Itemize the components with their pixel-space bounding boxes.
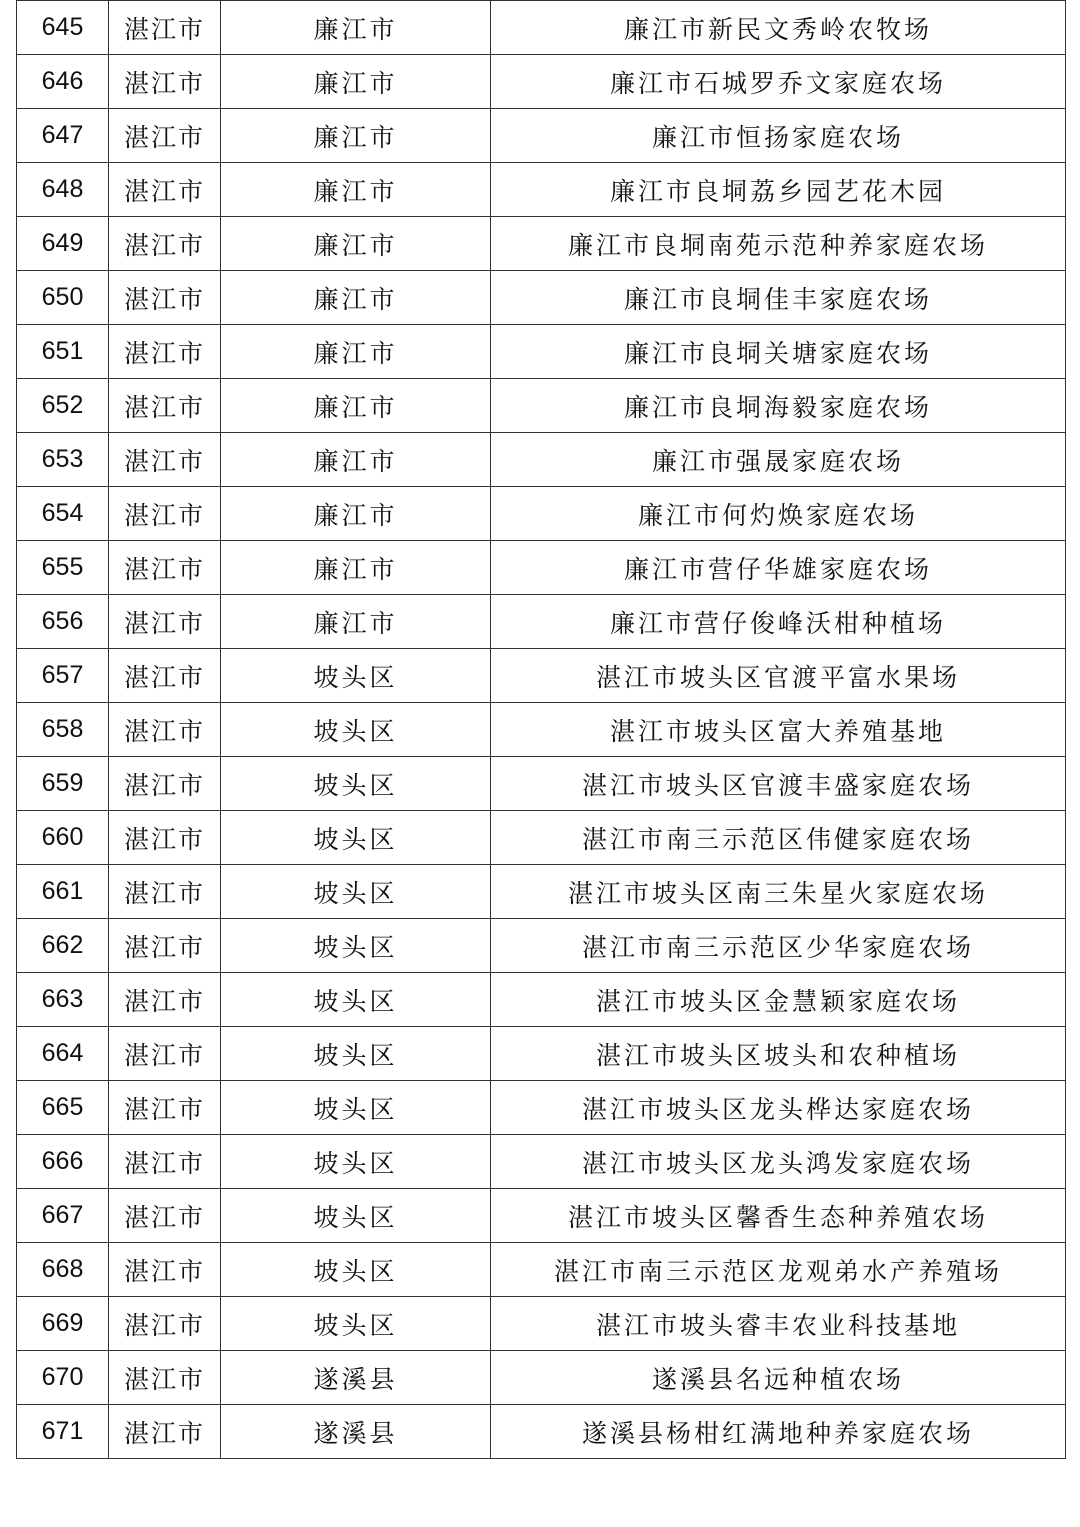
table-row: [17, 757, 1066, 811]
row-number-cell: 657: [17, 649, 109, 703]
city-cell: 湛江市: [109, 1189, 221, 1243]
table-row: [17, 1405, 1066, 1459]
farm-name-cell: 遂溪县名远种植农场: [491, 1351, 1066, 1405]
city-cell: 湛江市: [109, 1297, 221, 1351]
county-cell: 廉江市: [221, 379, 491, 433]
row-number-cell: 651: [17, 325, 109, 379]
county-cell: 廉江市: [221, 1, 491, 55]
farm-name-cell: 湛江市坡头区富大养殖基地: [491, 703, 1066, 757]
table-row: [17, 379, 1066, 433]
county-cell: 坡头区: [221, 1243, 491, 1297]
farm-name-cell: 湛江市坡头区坡头和农种植场: [491, 1027, 1066, 1081]
table-row: [17, 1135, 1066, 1189]
county-cell: 廉江市: [221, 163, 491, 217]
farm-name-cell: 湛江市南三示范区龙观弟水产养殖场: [491, 1243, 1066, 1297]
farm-name-cell: 湛江市坡头区龙头鸿发家庭农场: [491, 1135, 1066, 1189]
farm-name-cell: 遂溪县杨柑红满地种养家庭农场: [491, 1405, 1066, 1459]
county-cell: 坡头区: [221, 973, 491, 1027]
row-number-cell: 665: [17, 1081, 109, 1135]
city-cell: 湛江市: [109, 919, 221, 973]
farm-name-cell: 湛江市坡头区官渡平富水果场: [491, 649, 1066, 703]
county-cell: 廉江市: [221, 487, 491, 541]
table-row: [17, 595, 1066, 649]
city-cell: 湛江市: [109, 1, 221, 55]
farm-name-cell: 湛江市坡头区馨香生态种养殖农场: [491, 1189, 1066, 1243]
city-cell: 湛江市: [109, 1351, 221, 1405]
county-cell: 廉江市: [221, 433, 491, 487]
table-row: [17, 55, 1066, 109]
farm-name-cell: 廉江市何灼焕家庭农场: [491, 487, 1066, 541]
county-cell: 廉江市: [221, 325, 491, 379]
city-cell: 湛江市: [109, 487, 221, 541]
row-number-cell: 662: [17, 919, 109, 973]
city-cell: 湛江市: [109, 757, 221, 811]
city-cell: 湛江市: [109, 649, 221, 703]
row-number-cell: 667: [17, 1189, 109, 1243]
city-cell: 湛江市: [109, 595, 221, 649]
county-cell: 廉江市: [221, 55, 491, 109]
row-number-cell: 653: [17, 433, 109, 487]
row-number-cell: 650: [17, 271, 109, 325]
farm-name-cell: 湛江市坡头区官渡丰盛家庭农场: [491, 757, 1066, 811]
county-cell: 遂溪县: [221, 1351, 491, 1405]
table-row: [17, 217, 1066, 271]
city-cell: 湛江市: [109, 811, 221, 865]
table-row: [17, 1297, 1066, 1351]
farm-name-cell: 廉江市良垌海毅家庭农场: [491, 379, 1066, 433]
table-row: [17, 271, 1066, 325]
row-number-cell: 670: [17, 1351, 109, 1405]
row-number-cell: 658: [17, 703, 109, 757]
county-cell: 坡头区: [221, 1081, 491, 1135]
row-number-cell: 655: [17, 541, 109, 595]
row-number-cell: 666: [17, 1135, 109, 1189]
row-number-cell: 647: [17, 109, 109, 163]
county-cell: 坡头区: [221, 1135, 491, 1189]
table-row: [17, 1027, 1066, 1081]
row-number-cell: 646: [17, 55, 109, 109]
county-cell: 坡头区: [221, 703, 491, 757]
farm-name-cell: 湛江市南三示范区伟健家庭农场: [491, 811, 1066, 865]
row-number-cell: 660: [17, 811, 109, 865]
city-cell: 湛江市: [109, 1027, 221, 1081]
farm-name-cell: 廉江市新民文秀岭农牧场: [491, 1, 1066, 55]
table-row: [17, 325, 1066, 379]
county-cell: 坡头区: [221, 1027, 491, 1081]
city-cell: 湛江市: [109, 379, 221, 433]
row-number-cell: 664: [17, 1027, 109, 1081]
city-cell: 湛江市: [109, 163, 221, 217]
row-number-cell: 671: [17, 1405, 109, 1459]
city-cell: 湛江市: [109, 271, 221, 325]
table-row: [17, 649, 1066, 703]
city-cell: 湛江市: [109, 109, 221, 163]
county-cell: 坡头区: [221, 1297, 491, 1351]
farm-list-body: [17, 1, 1066, 1459]
county-cell: 坡头区: [221, 757, 491, 811]
city-cell: 湛江市: [109, 541, 221, 595]
county-cell: 廉江市: [221, 217, 491, 271]
farm-name-cell: 湛江市坡头区南三朱星火家庭农场: [491, 865, 1066, 919]
row-number-cell: 656: [17, 595, 109, 649]
table-row: [17, 1081, 1066, 1135]
city-cell: 湛江市: [109, 703, 221, 757]
table-row: [17, 1243, 1066, 1297]
farm-name-cell: 廉江市营仔俊峰沃柑种植场: [491, 595, 1066, 649]
table-row: [17, 433, 1066, 487]
row-number-cell: 668: [17, 1243, 109, 1297]
farm-name-cell: 廉江市良垌荔乡园艺花木园: [491, 163, 1066, 217]
table-row: [17, 541, 1066, 595]
table-row: [17, 109, 1066, 163]
farm-name-cell: 廉江市良垌关塘家庭农场: [491, 325, 1066, 379]
city-cell: 湛江市: [109, 1405, 221, 1459]
county-cell: 廉江市: [221, 271, 491, 325]
city-cell: 湛江市: [109, 217, 221, 271]
farm-name-cell: 廉江市营仔华雄家庭农场: [491, 541, 1066, 595]
city-cell: 湛江市: [109, 1081, 221, 1135]
farm-name-cell: 湛江市坡头区龙头桦达家庭农场: [491, 1081, 1066, 1135]
row-number-cell: 654: [17, 487, 109, 541]
row-number-cell: 659: [17, 757, 109, 811]
city-cell: 湛江市: [109, 325, 221, 379]
table-row: [17, 487, 1066, 541]
row-number-cell: 661: [17, 865, 109, 919]
row-number-cell: 663: [17, 973, 109, 1027]
county-cell: 廉江市: [221, 109, 491, 163]
county-cell: 坡头区: [221, 1189, 491, 1243]
table-row: [17, 1351, 1066, 1405]
row-number-cell: 649: [17, 217, 109, 271]
table-row: [17, 1189, 1066, 1243]
farm-list-table: [16, 0, 1066, 1459]
county-cell: 坡头区: [221, 649, 491, 703]
county-cell: 坡头区: [221, 865, 491, 919]
city-cell: 湛江市: [109, 55, 221, 109]
farm-name-cell: 廉江市强晟家庭农场: [491, 433, 1066, 487]
table-row: [17, 703, 1066, 757]
county-cell: 遂溪县: [221, 1405, 491, 1459]
table-row: [17, 163, 1066, 217]
city-cell: 湛江市: [109, 973, 221, 1027]
table-row: [17, 919, 1066, 973]
city-cell: 湛江市: [109, 1243, 221, 1297]
farm-name-cell: 廉江市良垌南苑示范种养家庭农场: [491, 217, 1066, 271]
farm-name-cell: 廉江市良垌佳丰家庭农场: [491, 271, 1066, 325]
county-cell: 坡头区: [221, 811, 491, 865]
farm-name-cell: 湛江市南三示范区少华家庭农场: [491, 919, 1066, 973]
farm-name-cell: 廉江市恒扬家庭农场: [491, 109, 1066, 163]
county-cell: 廉江市: [221, 541, 491, 595]
table-row: [17, 1, 1066, 55]
row-number-cell: 669: [17, 1297, 109, 1351]
city-cell: 湛江市: [109, 865, 221, 919]
farm-name-cell: 廉江市石城罗乔文家庭农场: [491, 55, 1066, 109]
table-row: [17, 865, 1066, 919]
farm-name-cell: 湛江市坡头区金慧颖家庭农场: [491, 973, 1066, 1027]
city-cell: 湛江市: [109, 433, 221, 487]
row-number-cell: 648: [17, 163, 109, 217]
county-cell: 廉江市: [221, 595, 491, 649]
city-cell: 湛江市: [109, 1135, 221, 1189]
table-row: [17, 811, 1066, 865]
row-number-cell: 652: [17, 379, 109, 433]
table-row: [17, 973, 1066, 1027]
farm-name-cell: 湛江市坡头睿丰农业科技基地: [491, 1297, 1066, 1351]
row-number-cell: 645: [17, 1, 109, 55]
county-cell: 坡头区: [221, 919, 491, 973]
